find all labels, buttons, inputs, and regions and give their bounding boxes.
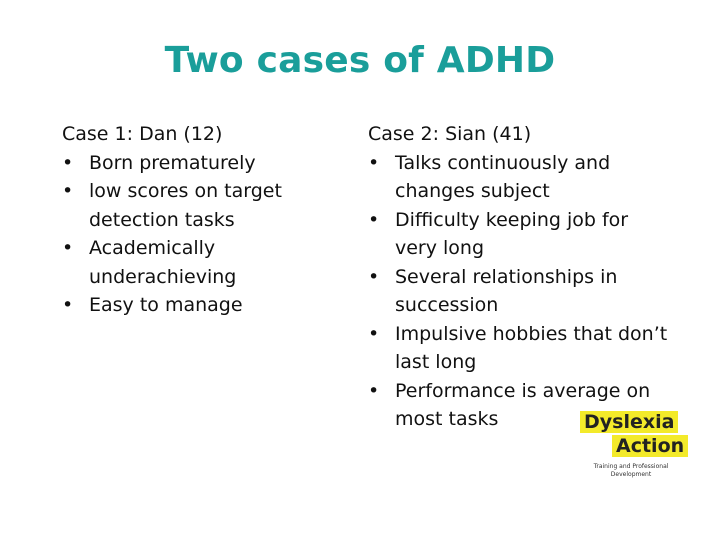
logo-word-action: Action bbox=[612, 435, 688, 457]
list-item-text: Talks continuously and changes subject bbox=[395, 151, 611, 202]
case1-list bbox=[62, 149, 342, 320]
bullet-icon: • bbox=[62, 237, 74, 259]
list-item bbox=[368, 263, 668, 320]
list-item bbox=[368, 206, 668, 263]
logo-tagline: Training and Professional Development bbox=[593, 463, 669, 478]
case2-column bbox=[368, 120, 668, 434]
list-item bbox=[368, 320, 668, 377]
list-item bbox=[368, 149, 668, 206]
list-item-text: Born prematurely bbox=[89, 151, 256, 174]
bullet-icon: • bbox=[62, 151, 74, 174]
case1-column bbox=[62, 120, 342, 320]
list-item bbox=[62, 291, 342, 320]
bullet-icon: • bbox=[368, 322, 380, 345]
case2-list bbox=[368, 149, 668, 434]
list-item bbox=[62, 177, 342, 234]
list-item bbox=[62, 234, 342, 291]
list-item-text: Impulsive hobbies that don’t last long bbox=[395, 322, 668, 373]
bullet-icon: • bbox=[368, 379, 380, 402]
bullet-icon: • bbox=[368, 265, 380, 288]
logo-word-dyslexia: Dyslexia bbox=[580, 411, 678, 433]
case1-heading: Case 1: Dan (12) bbox=[62, 123, 223, 145]
list-item-text: Performance is average on most tasks bbox=[395, 379, 651, 430]
list-item-text: Academically underachieving bbox=[89, 237, 237, 288]
case2-heading: Case 2: Sian (41) bbox=[368, 123, 532, 145]
list-item-text: low scores on target detection tasks bbox=[89, 180, 282, 231]
bullet-icon: • bbox=[62, 180, 74, 202]
bullet-icon: • bbox=[368, 208, 380, 231]
list-item-text: Difficulty keeping job for very long bbox=[395, 208, 629, 259]
list-item bbox=[62, 149, 342, 178]
list-item-text: Several relationships in succession bbox=[395, 265, 618, 316]
bullet-icon: • bbox=[368, 151, 380, 174]
list-item-text: Easy to manage bbox=[89, 294, 243, 316]
dyslexia-action-logo bbox=[576, 407, 686, 478]
bullet-icon: • bbox=[62, 294, 74, 316]
slide-title: Two cases of ADHD bbox=[164, 40, 556, 81]
